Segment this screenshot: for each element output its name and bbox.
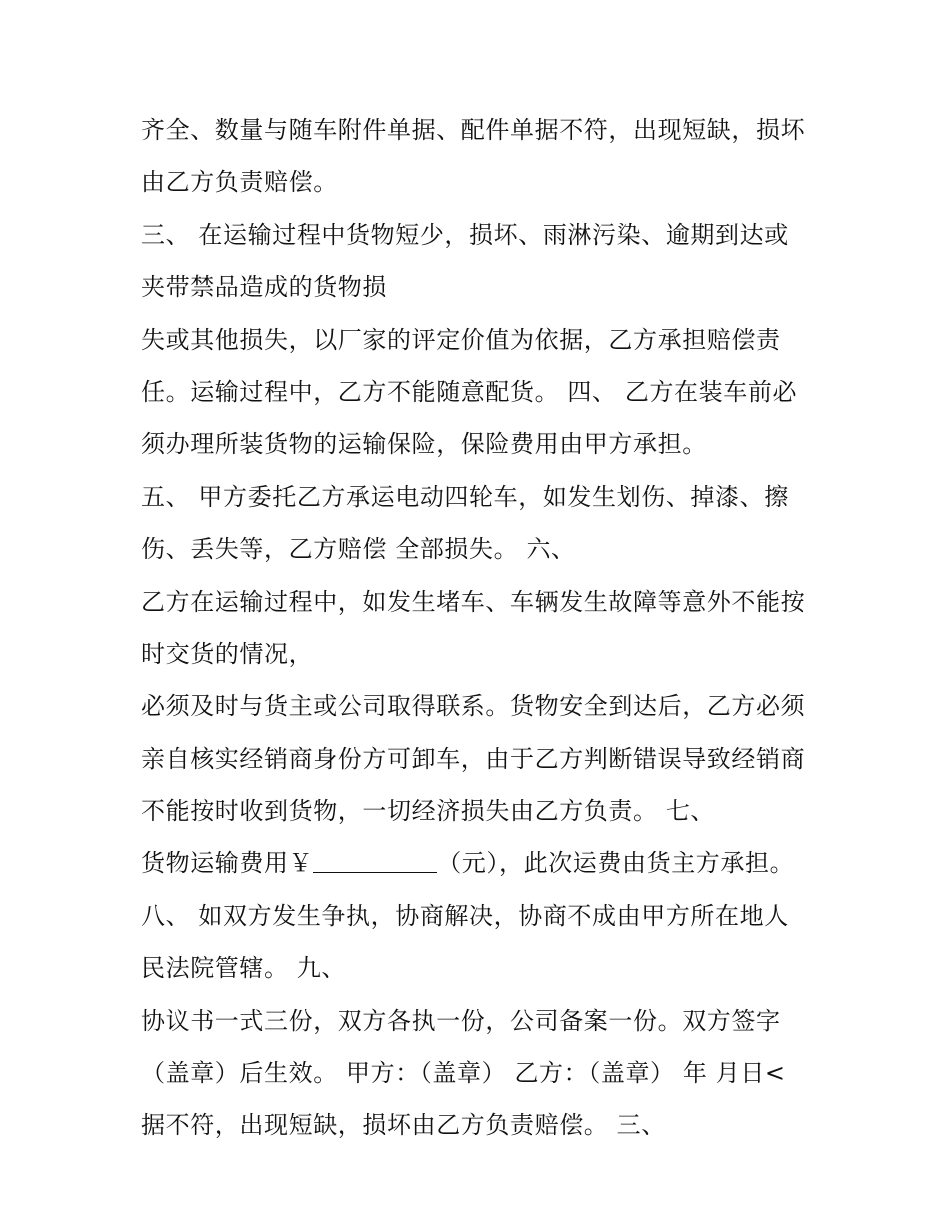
document-body bbox=[141, 104, 821, 1152]
text-line: 由乙方负责赔偿。 bbox=[141, 168, 338, 197]
text-line: 须办理所装货物的运输保险，保险费用由甲方承担。 bbox=[141, 430, 707, 459]
text-line: 乙方在运输过程中，如发生堵车、车辆发生故障等意外不能按 bbox=[141, 587, 806, 616]
fee-prefix: 货物运输费用￥ bbox=[141, 849, 314, 878]
text-line: 协议书一式三份，双方各执一份，公司备案一份。双方签字 bbox=[141, 1006, 781, 1035]
text-line: 任。运输过程中，乙方不能随意配货。 四、 乙方在装车前必 bbox=[141, 377, 798, 406]
text-line: 伤、丢失等，乙方赔偿 全部损失。 六、 bbox=[141, 535, 576, 564]
fee-amount-blank bbox=[313, 852, 437, 873]
text-line: 齐全、数量与随车附件单据、配件单据不符，出现短缺，损坏 bbox=[141, 116, 806, 144]
fee-line bbox=[141, 837, 821, 889]
text-line: 三、 在运输过程中货物短少，损坏、雨淋污染、逾期到达或 bbox=[141, 220, 789, 249]
text-line: 时交货的情况， bbox=[141, 639, 314, 668]
text-line: 民法院管辖。 九、 bbox=[141, 954, 347, 983]
signature-line: （盖章）后生效。 甲方：（盖章） 乙方：（盖章） 年 月日< bbox=[141, 1059, 786, 1088]
text-line: 不能按时收到货物，一切经济损失由乙方负责。 七、 bbox=[141, 797, 716, 826]
text-line: 夹带禁品造成的货物损 bbox=[141, 273, 387, 302]
fee-suffix: （元），此次运费由货主方承担。 bbox=[437, 849, 795, 878]
text-line: 据不符，出现短缺，损坏由乙方负责赔偿。 三、 bbox=[141, 1111, 666, 1140]
text-line: 失或其他损失，以厂家的评定价值为依据，乙方承担赔偿责 bbox=[141, 325, 781, 354]
text-line: 亲自核实经销商身份方可卸车，由于乙方判断错误导致经销商 bbox=[141, 744, 806, 773]
text-line: 五、 甲方委托乙方承运电动四轮车，如发生划伤、掉漆、擦 bbox=[141, 482, 789, 511]
text-line: 必须及时与货主或公司取得联系。货物安全到达后，乙方必须 bbox=[141, 692, 806, 721]
text-line: 八、 如双方发生争执，协商解决，协商不成由甲方所在地人 bbox=[141, 901, 789, 930]
